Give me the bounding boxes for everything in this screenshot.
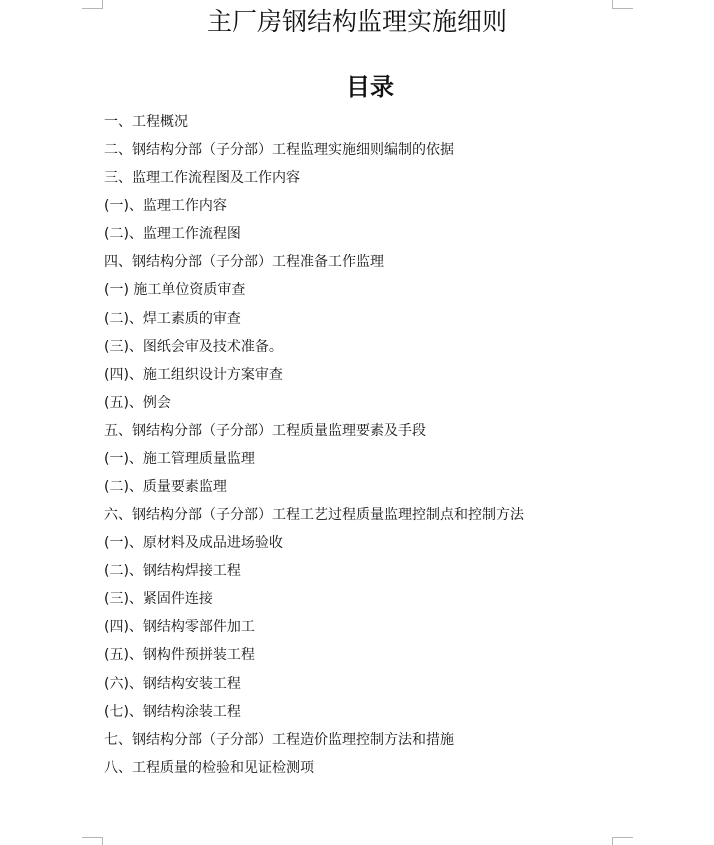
toc-item: (二)、钢结构焊接工程 — [104, 563, 241, 580]
toc-item: (五)、钢构件预拼装工程 — [104, 647, 255, 664]
toc-item: (二)、质量要素监理 — [104, 479, 227, 496]
toc-item: 四、钢结构分部（子分部）工程准备工作监理 — [104, 254, 384, 271]
toc-item: (三)、图纸会审及技术准备。 — [104, 338, 283, 355]
toc-item: (一)、原材料及成品进场验收 — [104, 535, 283, 552]
toc-item: 一、工程概况 — [104, 114, 188, 130]
toc-item: (一) 施工单位资质审查 — [104, 282, 246, 299]
toc-heading: 目录 — [346, 72, 394, 101]
toc-item: (一)、监理工作内容 — [104, 198, 227, 215]
document-title: 主厂房钢结构监理实施细则 — [206, 7, 507, 36]
toc-item: (三)、紧固件连接 — [104, 591, 213, 608]
toc-item: 二、钢结构分部（子分部）工程监理实施细则编制的依据 — [104, 142, 454, 159]
table-of-contents — [104, 108, 524, 782]
toc-item: 五、钢结构分部（子分部）工程质量监理要素及手段 — [104, 422, 426, 439]
page-corner-mark-bottom-right — [612, 837, 633, 845]
toc-item: (四)、钢结构零部件加工 — [104, 619, 255, 636]
toc-item: (二)、监理工作流程图 — [104, 226, 241, 243]
toc-item: (六)、钢结构安装工程 — [104, 675, 241, 692]
toc-item: (一)、施工管理质量监理 — [104, 450, 255, 467]
page-corner-mark-bottom-left — [82, 837, 103, 845]
toc-item: 六、钢结构分部（子分部）工程工艺过程质量监理控制点和控制方法 — [104, 507, 524, 524]
toc-item: (五)、例会 — [104, 394, 171, 411]
toc-item: (二)、焊工素质的审查 — [104, 310, 241, 327]
toc-item: (七)、钢结构涂装工程 — [104, 703, 241, 720]
toc-item: (四)、施工组织设计方案审查 — [104, 366, 283, 383]
toc-item: 八、工程质量的检验和见证检测项 — [104, 759, 314, 776]
toc-item: 三、监理工作流程图及工作内容 — [104, 170, 300, 187]
toc-item: 七、钢结构分部（子分部）工程造价监理控制方法和措施 — [104, 731, 454, 748]
